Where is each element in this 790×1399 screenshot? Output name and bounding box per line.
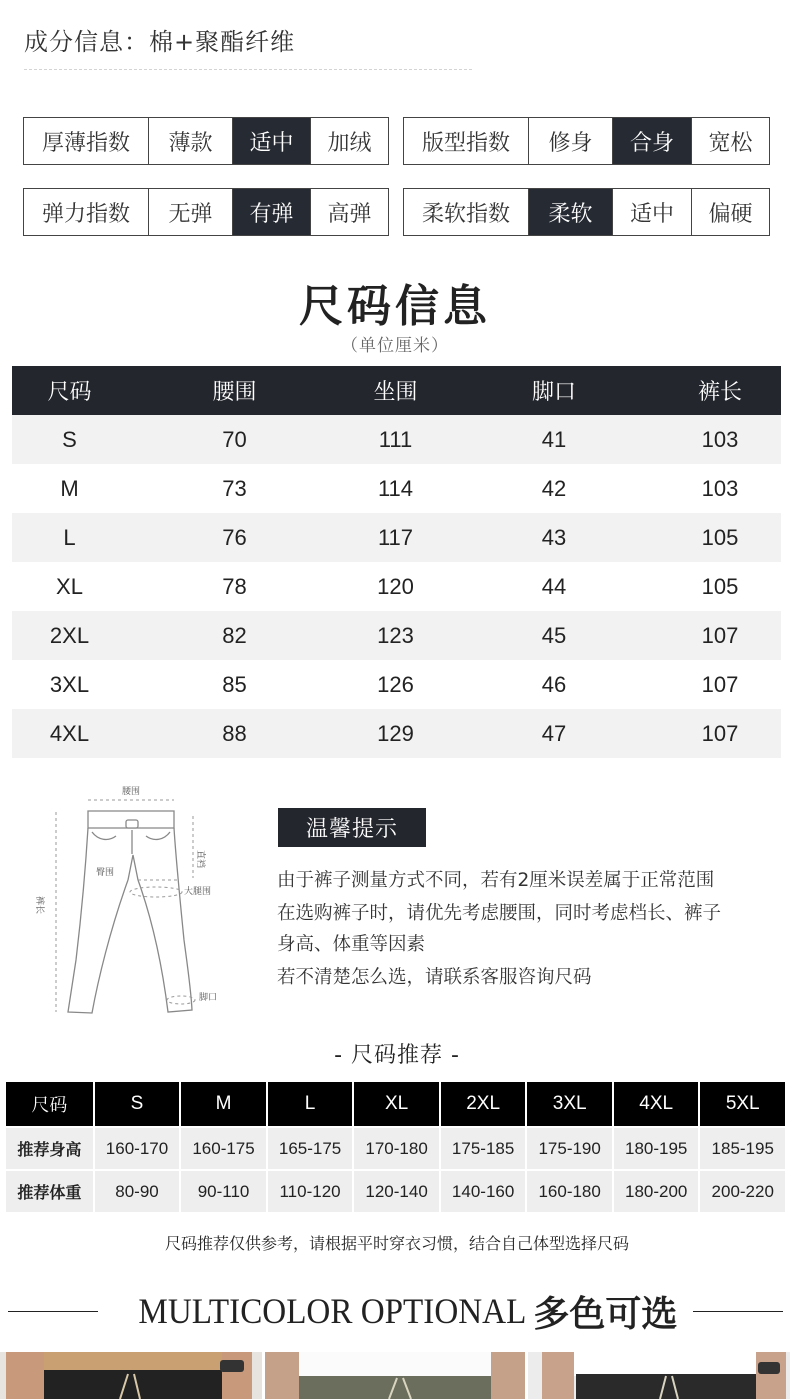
label-rise: 直裆 — [195, 850, 205, 869]
column-header: 坐围 — [342, 366, 449, 415]
label-waist: 腰围 — [122, 787, 141, 797]
tips-title: 温馨提示 — [278, 808, 426, 847]
cell: 120 — [342, 562, 449, 611]
cell: 43 — [449, 513, 659, 562]
cell: 85 — [127, 660, 342, 709]
recommend-header-row — [6, 1082, 785, 1126]
cell: 76 — [127, 513, 342, 562]
size-info-unit: （单位厘米） — [341, 336, 449, 356]
banner-rule-right — [693, 1311, 783, 1312]
cell: 105 — [659, 562, 781, 611]
cell: 3XL — [12, 660, 127, 709]
cell: 103 — [659, 415, 781, 464]
cell: 129 — [342, 709, 449, 758]
column-header: 5XL — [700, 1082, 785, 1126]
cell: 4XL — [12, 709, 127, 758]
cell: 114 — [342, 464, 449, 513]
attribute-option: 修身 — [528, 118, 612, 164]
column-header: 裤长 — [659, 366, 781, 415]
table-row — [12, 513, 781, 562]
table-row — [12, 660, 781, 709]
cell: 110-120 — [268, 1171, 353, 1212]
banner-rule-left — [8, 1311, 98, 1312]
cell: 117 — [342, 513, 449, 562]
cell: 46 — [449, 660, 659, 709]
photo-white-shirt-black-pants — [528, 1352, 790, 1399]
cell: L — [12, 513, 127, 562]
composition-info: 成分信息：棉+聚酯纤维 — [24, 28, 296, 56]
attribute-elasticity — [23, 188, 389, 236]
cell: 180-200 — [614, 1171, 699, 1212]
attribute-label: 弹力指数 — [41, 201, 130, 227]
tip-line: 由于裤子测量方式不同，若有2厘米误差属于正常范围 — [277, 870, 715, 891]
product-photo-white-black — [528, 1352, 790, 1399]
attribute-option: 宽松 — [691, 118, 769, 164]
cell: 107 — [659, 709, 781, 758]
attribute-option: 偏硬 — [691, 189, 769, 235]
recommend-table — [4, 1080, 787, 1214]
recommend-note: 尺码推荐仅供参考，请根据平时穿衣习惯，结合自己体型选择尺码 — [164, 1234, 629, 1253]
attribute-option-selected: 柔软 — [528, 189, 612, 235]
cell: 45 — [449, 611, 659, 660]
attribute-grid — [23, 117, 770, 237]
column-header: 腰围 — [127, 366, 342, 415]
cell: 160-180 — [527, 1171, 612, 1212]
attribute-option-selected: 合身 — [612, 118, 691, 164]
size-table — [12, 366, 781, 758]
label-hem: 脚口 — [199, 993, 218, 1003]
table-row — [12, 464, 781, 513]
table-row — [12, 562, 781, 611]
cell: XL — [12, 562, 127, 611]
cell: S — [12, 415, 127, 464]
cell: 44 — [449, 562, 659, 611]
cell: 105 — [659, 513, 781, 562]
cell: 160-170 — [95, 1128, 180, 1169]
cell: 170-180 — [354, 1128, 439, 1169]
banner-english: MULTICOLOR OPTIONAL — [138, 1291, 526, 1331]
column-header: 4XL — [614, 1082, 699, 1126]
tip-line: 若不清楚怎么选，请联系客服咨询尺码 — [277, 967, 592, 988]
table-row — [6, 1171, 785, 1212]
cell: 2XL — [12, 611, 127, 660]
column-header: M — [181, 1082, 266, 1126]
multicolor-banner — [8, 1288, 783, 1334]
cell: 103 — [659, 464, 781, 513]
attribute-option: 适中 — [612, 189, 691, 235]
photo-khaki-shirt-black-pants — [0, 1352, 262, 1399]
cell: 88 — [127, 709, 342, 758]
pants-sketch — [28, 780, 238, 1025]
label-thigh: 大腿围 — [184, 887, 212, 897]
cell: 185-195 — [700, 1128, 785, 1169]
attribute-softness — [403, 188, 770, 236]
banner-chinese: 多色可选 — [533, 1293, 678, 1335]
column-header: 3XL — [527, 1082, 612, 1126]
tips-text — [277, 865, 782, 993]
tip-line: 在选购裤子时，请优先考虑腰围，同时考虑档长、裤子 — [277, 903, 722, 924]
column-header: S — [95, 1082, 180, 1126]
column-header: 脚口 — [449, 366, 659, 415]
cell: 41 — [449, 415, 659, 464]
cell: 123 — [342, 611, 449, 660]
cell: 200-220 — [700, 1171, 785, 1212]
column-header: XL — [354, 1082, 439, 1126]
row-label: 推荐身高 — [6, 1128, 93, 1169]
attribute-option: 高弹 — [310, 189, 388, 235]
product-photos — [0, 1352, 790, 1399]
table-row — [12, 415, 781, 464]
label-hip: 臀围 — [96, 868, 115, 878]
cell: 160-175 — [181, 1128, 266, 1169]
cell: 120-140 — [354, 1171, 439, 1212]
attribute-fit — [403, 117, 770, 165]
cell: M — [12, 464, 127, 513]
column-header: 尺码 — [12, 366, 127, 415]
tip-line: 身高、体重等因素 — [277, 934, 426, 955]
attribute-option-selected: 有弹 — [232, 189, 310, 235]
table-row — [12, 611, 781, 660]
attribute-option: 加绒 — [310, 118, 388, 164]
cell: 73 — [127, 464, 342, 513]
photo-white-shirt-olive-pants — [265, 1352, 525, 1399]
attribute-thickness — [23, 117, 389, 165]
cell: 175-185 — [441, 1128, 526, 1169]
size-info-title: 尺码信息 — [299, 281, 491, 332]
cell: 90-110 — [181, 1171, 266, 1212]
column-header: L — [268, 1082, 353, 1126]
cell: 107 — [659, 660, 781, 709]
cell: 126 — [342, 660, 449, 709]
label-length: 裤长 — [34, 896, 44, 915]
product-photo-white-olive — [265, 1352, 525, 1399]
attribute-option: 薄款 — [148, 118, 232, 164]
column-header: 2XL — [441, 1082, 526, 1126]
size-table-header — [12, 366, 781, 415]
attribute-option-selected: 适中 — [232, 118, 310, 164]
row-label: 推荐体重 — [6, 1171, 93, 1212]
cell: 165-175 — [268, 1128, 353, 1169]
column-header: 尺码 — [6, 1082, 93, 1126]
divider — [24, 69, 472, 70]
product-photo-khaki — [0, 1352, 262, 1399]
cell: 180-195 — [614, 1128, 699, 1169]
cell: 47 — [449, 709, 659, 758]
cell: 82 — [127, 611, 342, 660]
attribute-label: 版型指数 — [421, 130, 510, 156]
attribute-option: 无弹 — [148, 189, 232, 235]
table-row — [6, 1128, 785, 1169]
table-row — [12, 709, 781, 758]
cell: 107 — [659, 611, 781, 660]
attribute-label: 柔软指数 — [421, 201, 510, 227]
cell: 80-90 — [95, 1171, 180, 1212]
cell: 70 — [127, 415, 342, 464]
recommend-title: - 尺码推荐 - — [334, 1043, 460, 1068]
cell: 111 — [342, 415, 449, 464]
cell: 140-160 — [441, 1171, 526, 1212]
pants-measurement-diagram — [28, 780, 238, 1025]
cell: 78 — [127, 562, 342, 611]
cell: 42 — [449, 464, 659, 513]
attribute-label: 厚薄指数 — [41, 130, 130, 156]
cell: 175-190 — [527, 1128, 612, 1169]
